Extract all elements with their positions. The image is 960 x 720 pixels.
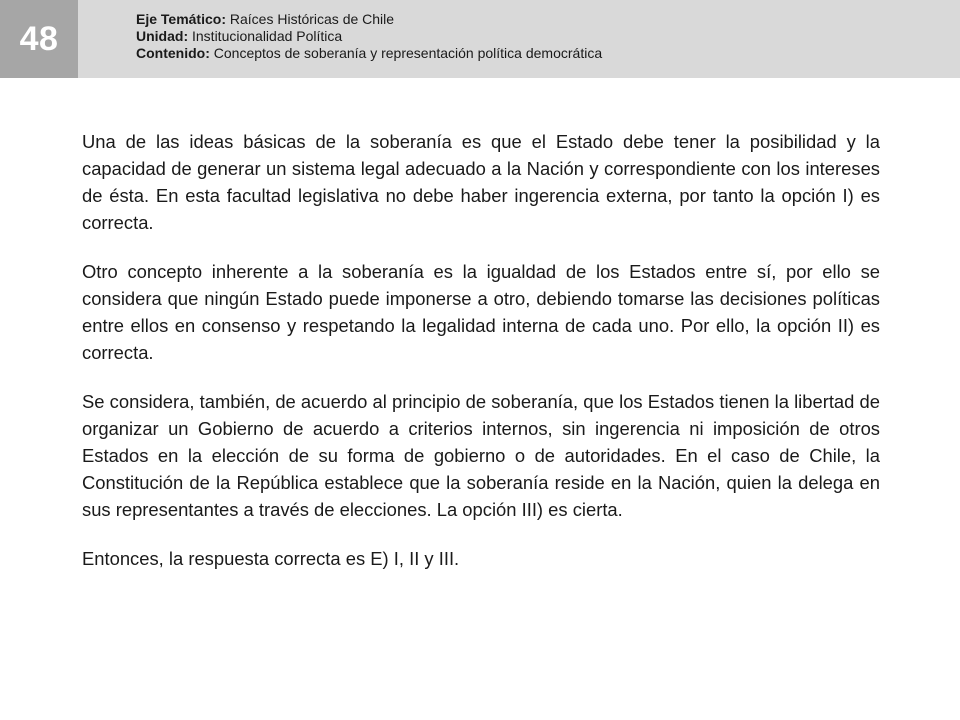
paragraph-respuesta: Entonces, la respuesta correcta es E) I, II y III. [82, 548, 460, 569]
header-meta [136, 11, 602, 62]
slide-number: 48 [19, 19, 59, 58]
body-text [82, 128, 880, 572]
slide-number-box [0, 0, 78, 78]
eje-tematico-value: Raíces Históricas de Chile [226, 11, 395, 27]
contenido-value: Conceptos de soberanía y representación política democrática [209, 45, 603, 61]
unidad-line [136, 28, 602, 45]
contenido-label: Contenido: [136, 45, 210, 61]
paragraph-soberania-legal: Una de las ideas básicas de la soberanía es que el Estado debe tener la posibilidad y la capacidad de generar un sistema legal adecuado a la Nación y correspondiente con los intereses de ésta. En esta facultad legislativa no debe haber ingerencia externa, por tanto la opción I) es correcta. [82, 131, 880, 233]
unidad-label: Unidad: [136, 28, 189, 44]
header-bar [0, 0, 960, 78]
paragraph-igualdad-estados: Otro concepto inherente a la soberanía es la igualdad de los Estados entre sí, por ello se considera que ningún Estado puede imponerse a otro, debiendo tomarse las decisiones políticas entre ellos en consenso y respetando la legalidad interna de cada uno. Por ello, la opción II) es correcta. [82, 261, 880, 363]
unidad-value: Institucionalidad Política [188, 28, 343, 44]
eje-tematico-label: Eje Temático: [136, 11, 226, 27]
paragraph-organizacion-gobierno: Se considera, también, de acuerdo al principio de soberanía, que los Estados tienen la libertad de organizar un Gobierno de acuerdo a criterios internos, sin ingerencia ni imposición de otros Estados en la elección de su forma de gobierno o de autoridades. En el caso de Chile, la Constitución de la República establece que la soberanía reside en la Nación, quien la delega en sus representantes a través de elecciones. La opción III) es cierta. [82, 391, 880, 520]
contenido-line [136, 45, 602, 62]
eje-tematico-line [136, 11, 602, 28]
